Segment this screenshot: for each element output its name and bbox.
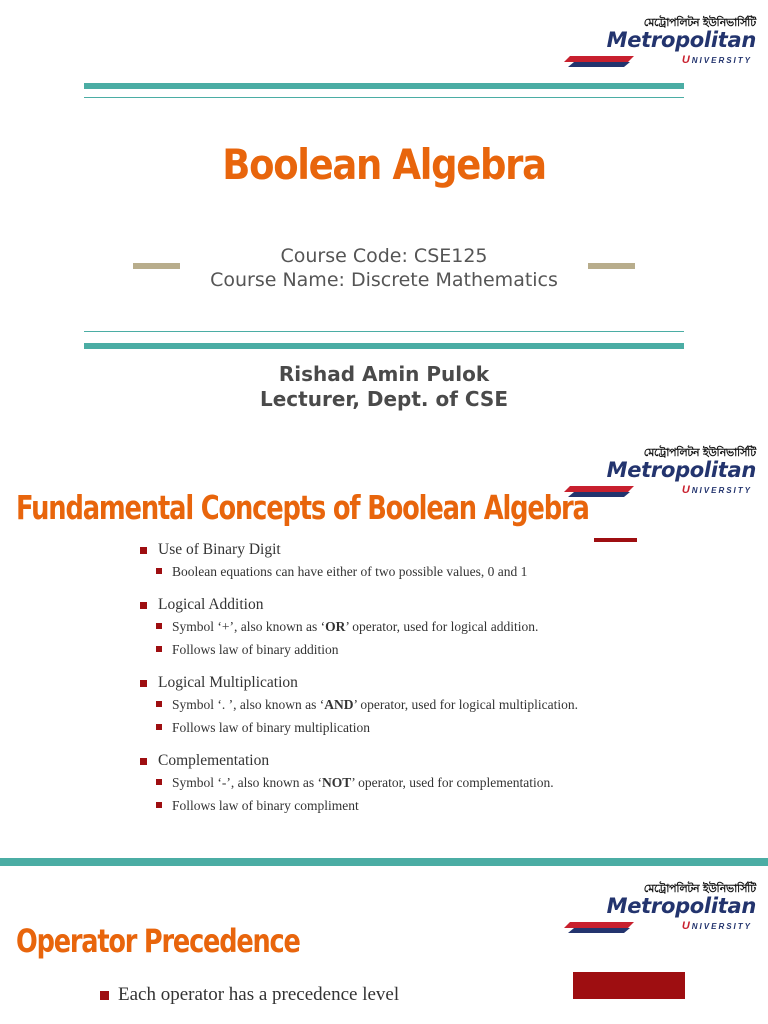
item-heading: Complementation	[140, 751, 578, 771]
slide-title: Fundamental Concepts of Boolean Algebra	[16, 488, 589, 527]
logo-university: UNIVERSITY	[681, 484, 752, 496]
logo-name: Metropolitan	[606, 28, 756, 52]
divider-top	[84, 83, 684, 89]
item-heading: Use of Binary Digit	[140, 540, 578, 560]
item-detail: Symbol ‘. ’, also known as ‘AND’ operator, used for logical multiplication.	[156, 693, 578, 716]
list-item	[140, 595, 578, 661]
item-detail: Follows law of binary compliment	[156, 794, 578, 817]
university-logo	[556, 880, 756, 942]
accent-bar	[594, 538, 637, 542]
concept-list	[140, 540, 578, 829]
logo-bangla-text: মেট্রোপলিটন ইউনিভার্সিটি	[643, 882, 756, 895]
item-detail: Boolean equations can have either of two possible values, 0 and 1	[156, 560, 578, 583]
list-item	[140, 540, 578, 583]
item-detail: Symbol ‘+’, also known as ‘OR’ operator, used for logical addition.	[156, 615, 578, 638]
slide-fundamentals	[0, 430, 768, 860]
logo-bangla-text: মেট্রোপলিটন ইউনিভার্সিটি	[643, 446, 756, 459]
course-name: Course Name: Discrete Mathematics	[210, 269, 558, 291]
divider-top-thin	[84, 97, 684, 98]
slide-title: Operator Precedence	[16, 922, 300, 960]
precedence-bullet: Each operator has a precedence level	[100, 984, 399, 1006]
item-heading: Logical Multiplication	[140, 673, 578, 693]
course-code: Course Code: CSE125	[280, 245, 488, 267]
list-item	[140, 751, 578, 817]
item-detail: Follows law of binary addition	[156, 638, 578, 661]
divider-bottom-thin	[84, 331, 684, 332]
logo-swoosh-icon	[564, 54, 684, 68]
slide-title	[0, 0, 768, 430]
item-detail: Follows law of binary multiplication	[156, 716, 578, 739]
logo-bangla-text: মেট্রোপলিটন ইউনিভার্সিটি	[643, 16, 756, 29]
list-item	[140, 673, 578, 739]
logo-name: Metropolitan	[606, 894, 756, 918]
author-name: Rishad Amin Pulok	[278, 362, 490, 386]
university-logo	[556, 14, 756, 76]
item-detail: Symbol ‘-’, also known as ‘NOT’ operator, used for complementation.	[156, 771, 578, 794]
logo-name: Metropolitan	[606, 458, 756, 482]
slide-operator-precedence	[0, 866, 768, 1024]
deck-title: Boolean Algebra	[222, 140, 546, 189]
logo-university: UNIVERSITY	[681, 54, 752, 66]
slide-separator	[0, 858, 768, 866]
author-role: Lecturer, Dept. of CSE	[260, 387, 508, 411]
logo-swoosh-icon	[564, 920, 684, 934]
logo-university: UNIVERSITY	[681, 920, 752, 932]
divider-bottom	[84, 343, 684, 349]
accent-block	[573, 972, 685, 999]
item-heading: Logical Addition	[140, 595, 578, 615]
